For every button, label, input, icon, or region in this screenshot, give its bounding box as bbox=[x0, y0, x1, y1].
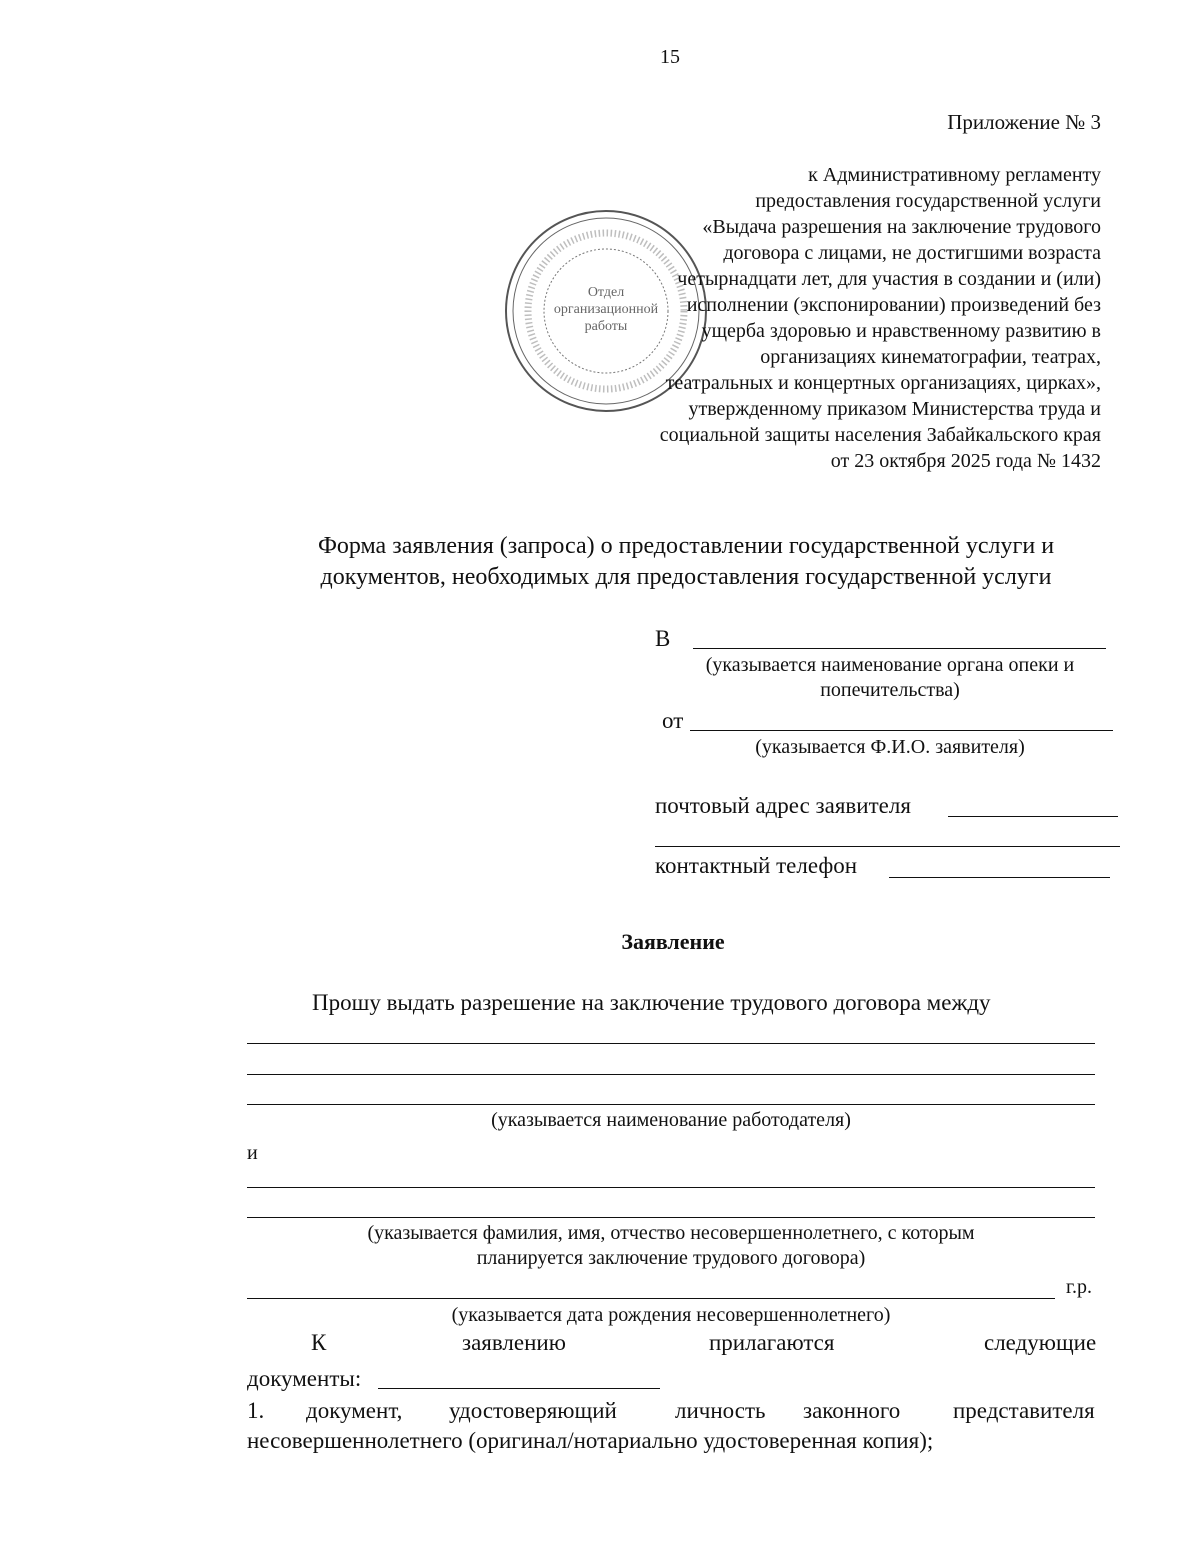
postal-label: почтовый адрес заявителя bbox=[655, 793, 911, 818]
birth-suffix: г.р. bbox=[1066, 1276, 1092, 1298]
form-title-line: документов, необходимых для предоставления государственной услуги bbox=[320, 564, 1052, 590]
item1-word: удостоверяющий bbox=[449, 1398, 617, 1423]
item1-word: законного bbox=[803, 1398, 901, 1423]
employer-field-line[interactable] bbox=[247, 1074, 1095, 1075]
attach-intro-word: прилагаются bbox=[709, 1330, 835, 1355]
phone-field-line[interactable] bbox=[889, 877, 1110, 878]
page-number: 15 bbox=[660, 46, 680, 68]
attach-intro-word: следующие bbox=[984, 1330, 1097, 1355]
regulation-line: утвержденному приказом Министерства труда и bbox=[688, 398, 1101, 420]
from-prefix: от bbox=[662, 708, 684, 733]
birth-hint: (указывается дата рождения несовершеннолетнего) bbox=[451, 1304, 891, 1326]
postal-field-line[interactable] bbox=[948, 816, 1118, 817]
request-text: Прошу выдать разрешение на заключение трудового договора между bbox=[312, 990, 991, 1015]
to-hint-line: (указывается наименование органа опеки и bbox=[705, 654, 1075, 676]
documents-field-line[interactable] bbox=[378, 1388, 660, 1389]
appendix-title: Приложение № 3 bbox=[947, 110, 1101, 134]
item1-word: личность bbox=[675, 1398, 766, 1423]
regulation-line: четырнадцати лет, для участия в создании и (или) bbox=[677, 268, 1101, 290]
regulation-line: «Выдача разрешения на заключение трудового bbox=[702, 216, 1101, 238]
postal-field-line-2[interactable] bbox=[655, 846, 1120, 847]
to-prefix: В bbox=[655, 626, 671, 651]
minor-hint-line: (указывается фамилия, имя, отчество несовершеннолетнего, с которым bbox=[367, 1222, 975, 1244]
item1-word: 1. bbox=[247, 1398, 265, 1423]
regulation-line: социальной защиты населения Забайкальского края bbox=[659, 424, 1101, 446]
minor-hint-line: планируется заключение трудового договора) bbox=[476, 1247, 866, 1269]
regulation-line: театральных и концертных организациях, цирках», bbox=[665, 372, 1101, 394]
regulation-line: исполнении (экспонировании) произведений без bbox=[686, 294, 1101, 316]
minor-name-field-line[interactable] bbox=[247, 1217, 1095, 1218]
phone-label: контактный телефон bbox=[655, 853, 858, 878]
regulation-line: от 23 октября 2025 года № 1432 bbox=[830, 450, 1101, 472]
regulation-line: предоставления государственной услуги bbox=[755, 190, 1101, 212]
employer-field-line[interactable] bbox=[247, 1104, 1095, 1105]
from-field-line[interactable] bbox=[690, 730, 1113, 731]
to-field-line[interactable] bbox=[693, 648, 1106, 649]
stamp-text-line: работы bbox=[584, 319, 628, 334]
regulation-line: договора с лицами, не достигшими возраста bbox=[723, 242, 1101, 264]
and-word: и bbox=[247, 1142, 258, 1164]
stamp-text-line: организационной bbox=[553, 302, 659, 317]
birth-date-field-line[interactable] bbox=[247, 1298, 1055, 1299]
attach-intro-word: заявлению bbox=[462, 1330, 566, 1355]
form-title-line: Форма заявления (запроса) о предоставлении государственной услуги и bbox=[317, 533, 1055, 559]
documents-label: документы: bbox=[247, 1366, 362, 1391]
item1-word: представителя bbox=[953, 1398, 1095, 1423]
stamp-text-line: Отдел bbox=[587, 285, 625, 300]
to-hint-line: попечительства) bbox=[820, 679, 960, 701]
employer-field-line[interactable] bbox=[247, 1043, 1095, 1044]
statement-heading: Заявление bbox=[621, 929, 725, 954]
item1-word: документ, bbox=[306, 1398, 403, 1423]
from-hint: (указывается Ф.И.О. заявителя) bbox=[755, 736, 1025, 758]
employer-hint: (указывается наименование работодателя) bbox=[491, 1109, 851, 1131]
regulation-line: ущерба здоровью и нравственному развитию в bbox=[701, 320, 1101, 342]
minor-name-field-line[interactable] bbox=[247, 1187, 1095, 1188]
regulation-line: организациях кинематографии, театрах, bbox=[760, 346, 1101, 368]
regulation-line: к Административному регламенту bbox=[808, 164, 1101, 186]
attach-intro-word: К bbox=[311, 1330, 327, 1355]
item1-line2: несовершеннолетнего (оригинал/нотариально удостоверенная копия); bbox=[247, 1428, 934, 1453]
